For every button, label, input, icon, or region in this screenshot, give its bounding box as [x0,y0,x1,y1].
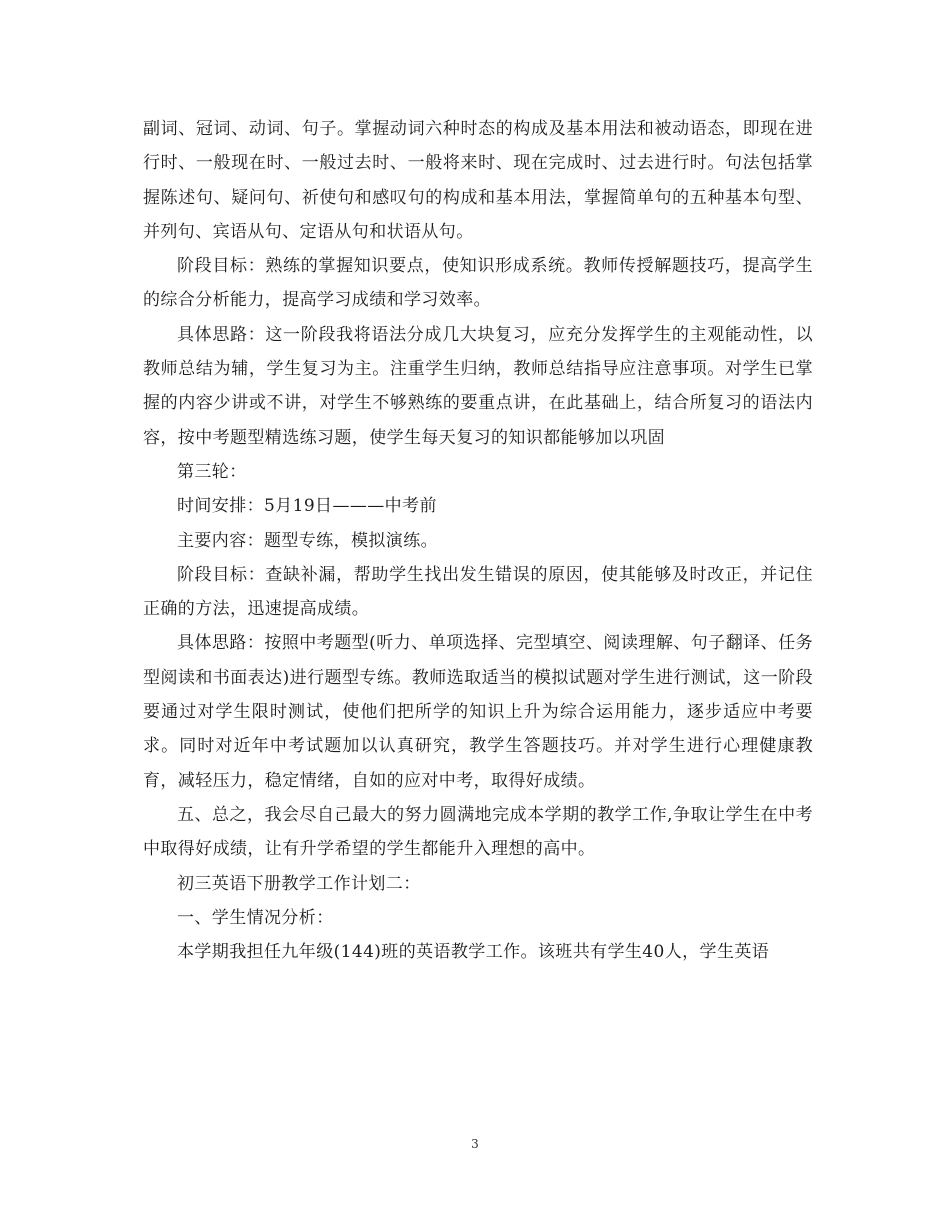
paragraph-round-three-heading: 第三轮： [177,461,247,482]
paragraph-grammar-content: 副词、冠词、动词、句子。掌握动词六种时态的构成及基本用法和被动语态，即现在进行时、一般现在时、一般过去时、一般将来时、现在完成时、过去进行时。句法包括掌握陈述句、疑问句、祈使句和感叹句的构成和基本用法，掌握简单句的五种基本句型、并列句、宾语从句、定语从句和状语从句。 [143,119,813,242]
document-body [143,112,813,969]
paragraph-stage-goal-2: 阶段目标：熟练的掌握知识要点，使知识形成系统。教师传授解题技巧，提高学生的综合分析能力，提高学习成绩和学习效率。 [143,256,813,311]
page-number: 3 [471,1137,479,1151]
paragraph-stage-goal-3: 阶段目标：查缺补漏，帮助学生找出发生错误的原因，使其能够及时改正，并记住正确的方法，迅速提高成绩。 [143,564,813,620]
paragraph-summary: 五、总之，我会尽自己最大的努力圆满地完成本学期的教学工作,争取让学生在中考中取得好成绩，让有升学希望的学生都能升入理想的高中。 [143,804,813,860]
paragraph-main-content: 主要内容：题型专练，模拟演练。 [177,530,438,551]
paragraph-schedule: 时间安排：5月19日———中考前 [177,496,437,517]
paragraph-plan-two-title: 初三英语下册教学工作计划二： [177,873,421,894]
paragraph-student-analysis-heading: 一、学生情况分析： [177,907,334,928]
paragraph-approach-2: 具体思路：这一阶段我将语法分成几大块复习，应充分发挥学生的主观能动性，以教师总结为辅，学生复习为主。注重学生归纳，教师总结指导应注意事项。对学生已掌握的内容少讲或不讲，对学生不够熟练的要重点讲，在此基础上，结合所复习的语法内容，按中考题型精选练习题，使学生每天复习的知识都能够加以巩固 [143,324,813,448]
paragraph-approach-3: 具体思路：按照中考题型(听力、单项选择、完型填空、阅读理解、句子翻译、任务型阅读和书面表达)进行题型专练。教师选取适当的模拟试题对学生进行测试，这一阶段要通过对学生限时测试，使他们把所学的知识上升为综合运用能力，逐步适应中考要求。同时对近年中考试题加以认真研究，教学生答题技巧。并对学生进行心理健康教育，减轻压力，稳定情绪，自如的应对中考，取得好成绩。 [143,633,813,791]
paragraph-class-info: 本学期我担任九年级(144)班的英语教学工作。该班共有学生40人，学生英语 [177,942,770,963]
